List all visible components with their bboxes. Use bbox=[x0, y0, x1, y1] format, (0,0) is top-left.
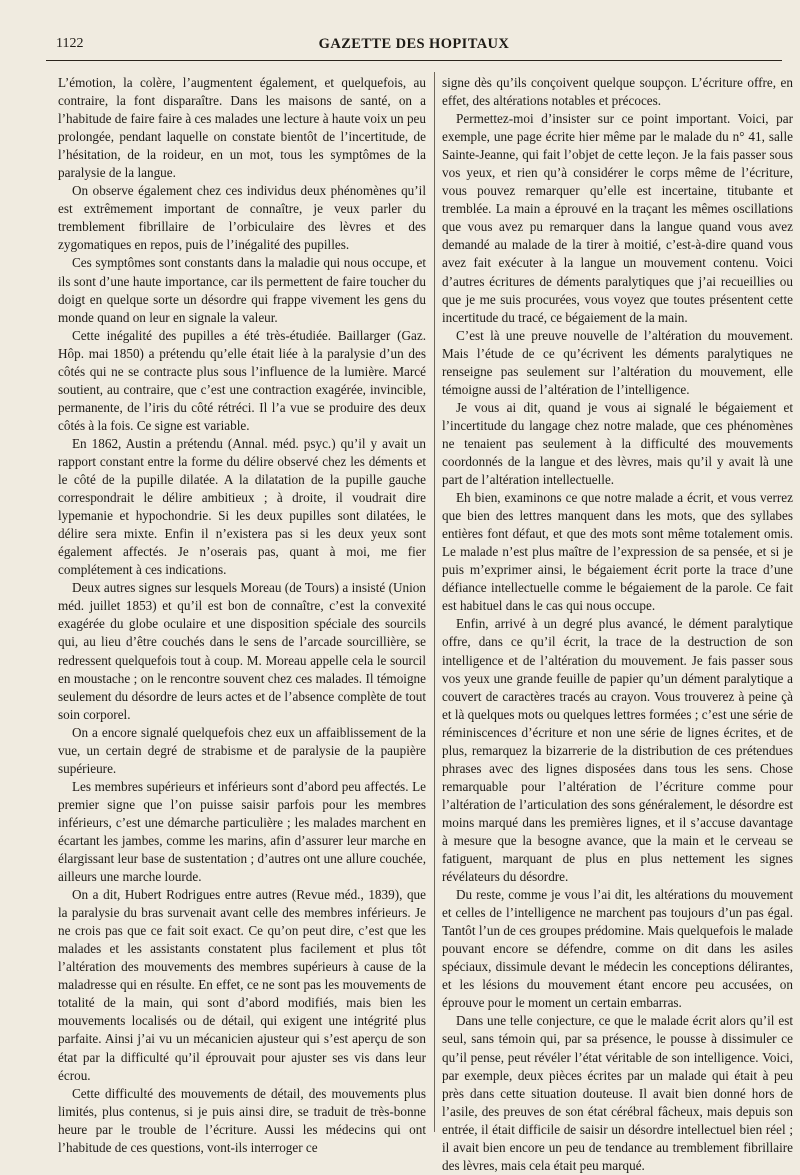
paragraph: Ces symptômes sont constants dans la maladie qui nous occupe, et ils sont d’une haute importance, car ils permettent de faire toucher du doigt en quelque sorte un désordre qui frappe vivement les gens du monde quand on leur en signale la valeur. bbox=[58, 255, 426, 325]
paragraph: C’est là une preuve nouvelle de l’altération du mouvement. Mais l’étude de ce qu’écrivent les déments paralytiques ne renseigne pas seulement sur l’altération du mouvement, elle témoigne aussi de l’altération de l’intelligence. bbox=[442, 327, 793, 397]
paragraph: Eh bien, examinons ce que notre malade a écrit, et vous verrez que bien des lettres manquent dans les mots, que des syllabes entières font défaut, et que des mots sont même totalement omis. Le malade n’est plus maître de l’expression de sa pensée, et si je puis m’exprimer ainsi, le bégaiement écrit porte la trace d’une défiance intellectuelle comme le bégaiement de la parole. Ce fait est habituel dans le cas qui nous occupe. bbox=[442, 490, 793, 614]
journal-title: GAZETTE DES HOPITAUX bbox=[318, 36, 510, 52]
paragraph: Cette inégalité des pupilles a été très-étudiée. Baillarger (Gaz. Hôp. mai 1850) a prétendu qu’elle était liée à la paralysie d’un des côtés qui ne se contracte plus sous l’influence de la lumière. Marcé soutient, au contraire, que c’est une contraction exagérée, invincible, permanente, de l’iris du côté rétréci. Il l’a vue se produire des deux côtés à la fois. Ce signe est variable. bbox=[58, 327, 426, 433]
paragraph: Les membres supérieurs et inférieurs sont d’abord peu affectés. Le premier signe que l’on puisse saisir parfois pour les membres inférieurs, c’est une démarche particulière ; les malades marchent en écartant les jambes, comme les marins, afin d’assurer leur marche en élargissant leur base de sustentation ; d’autres ont une allure couchée, ailleurs une marche lourde. bbox=[58, 778, 426, 885]
paragraph: Enfin, arrivé à un degré plus avancé, le dément paralytique offre, dans ce qu’il écrit, la trace de la destruction de son intelligence et de l’altération du mouvement. Je fais passer sous vos yeux une grande feuille de papier qu’un dément paralytique a couvert de caractères tracés au crayon. Vous trouverez à peine çà et là quelques mots ou quelques lettres formées ; c’est une série de réminiscences d’écriture et non une série de lignes écrites, et de plus, remarquez la bizarrerie de la distribution de ces prétendues phrases avec des lignes disposées dans tous les sens. Chose remarquable pour l’altération de l’écriture comme pour l’altération de l’articulation des sons généralement, le désordre est moins marqué dans les premières lignes, et il s’accuse davantage à mesure que la besogne avance, que la main et le cerveau se fatiguent, marquant de plus en plus nettement les signes révélateurs du désordre. bbox=[442, 616, 793, 885]
paragraph: Je vous ai dit, quand je vous ai signalé le bégaiement et l’incertitude du langage chez notre malade, que ces phénomènes ne tenaient pas seulement à la difficulté des mouvements coordonnés de la langue et des lèvres, mais qu’il y avait là une part de l’altération intellectuelle. bbox=[442, 399, 793, 488]
paragraph: On a encore signalé quelquefois chez eux un affaiblissement de la vue, un certain degré de strabisme et de paralysie de la paupière supérieure. bbox=[58, 724, 426, 776]
paragraph: Deux autres signes sur lesquels Moreau (de Tours) a insisté (Union méd. juillet 1853) et qu’il est bon de connaître, c’est la convexité exagérée du globe oculaire et une disposition spéciale des sourcils qui, au lieu d’être couchés dans le sens de l’arcade sourcillière, se redressent quelquefois tout à coup. M. Moreau appelle cela le sourcil en moustache ; on le rencontre souvent chez ces malades. Il témoigne seulement du désordre de leurs actes et de l’absence complète de tout soin corporel. bbox=[58, 580, 426, 722]
paragraph: On observe également chez ces individus deux phénomènes qu’il est extrêmement important de connaître, je veux parler du tremblement fibrillaire de l’orbiculaire des lèvres et des zygomatiques en repos, puis de l’inégalité des pupilles. bbox=[58, 183, 426, 253]
paragraph: Du reste, comme je vous l’ai dit, les altérations du mouvement et celles de l’intelligence ne marchent pas toujours d’un pas égal. Tantôt l’un de ces groupes prédomine. Mais quelquefois le malade pouvant encore se défendre, comme on dit dans les asiles spéciaux, dissimule devant le médecin les conceptions délirantes, et les lésions du mouvement étant encore peu accusées, on éprouve pour le moment un certain embarras. bbox=[442, 887, 793, 1011]
paragraph: En 1862, Austin a prétendu (Annal. méd. psyc.) qu’il y avait un rapport constant entre la forme du délire observé chez les déments et le côté de la pupille dilatée. A la dilatation de la pupille gauche correspondrait le délire ambitieux ; à droite, il voudrait dire lypemanie et hypochondrie. Si les deux pupilles sont dilatées, le délire sera mixte. Enfin il n’existera pas si les deux yeux sont également affectés. Je n’oserais pas, quant à moi, me fier complétement à ces indications. bbox=[58, 435, 426, 578]
paragraph: On a dit, Hubert Rodrigues entre autres (Revue méd., 1839), que la paralysie du bras survenait avant celle des membres inférieurs. Je ne crois pas que ce fait soit exact. Ce qu’on peut dire, c’est que les malades et les assistants constatent plus facilement et plus tôt l’altération des mouvements des membres supérieurs à cause de la maladresse qui en résulte. En effet, ce ne sont pas les mouvements de totalité de la main, qui sont d’abord modifiés, mais bien les mouvements localisés ou de détail, qui exigent une intégrité plus parfaite. Ainsi j’ai vu un mécanicien ajusteur qui s’est aperçu de son état par la difficulté qu’il éprouvait pour ajuster ses vis dans leur écrou. bbox=[58, 887, 426, 1083]
paragraph: Cette difficulté des mouvements de détail, des mouvements plus limités, plus contenus, si je puis ainsi dire, se traduit de très-bonne heure par le trouble de l’écriture. Aussi les médecins qui ont l’habitude de ces questions, vont-ils interroger ce bbox=[58, 1085, 426, 1155]
paragraph: L’émotion, la colère, l’augmentent également, et quelquefois, au contraire, la font disparaître. Dans les maisons de santé, on a l’habitude de faire faire à ces malades une lecture à haute voix un peu prolongée, pendant laquelle on constate bientôt de l’incertitude, de l’hésitation, de la roideur, en un mot, tous les symptômes de la paralysie de la langue. bbox=[58, 75, 426, 181]
left-column bbox=[58, 74, 426, 1157]
page-number: 1122 bbox=[56, 36, 84, 51]
column-divider bbox=[434, 72, 435, 1132]
paragraph: Dans une telle conjecture, ce que le malade écrit alors qu’il est seul, sans témoin qui, par sa présence, le pousse à dissimuler ce qu’il pense, peut révéler l’état véritable de son intelligence. Voici, par exemple, deux pièces écrites par un malade qui était à peu près dans cette situation douteuse. Il avait bien donné hors de l’asile, des preuves de son état cérébral fâcheux, mais depuis son entrée, il était difficile de saisir un désordre intellectuel bien réel ; il avait bien encore un peu de tendance au tremblement fibrillaire des lèvres, mais cela était peu marqué. bbox=[442, 1013, 793, 1173]
paragraph: signe dès qu’ils conçoivent quelque soupçon. L’écriture offre, en effet, des altérations notables et précoces. bbox=[442, 75, 793, 109]
header-rule bbox=[46, 60, 782, 61]
page-header bbox=[46, 34, 782, 64]
right-column bbox=[442, 74, 793, 1175]
paragraph: Permettez-moi d’insister sur ce point important. Voici, par exemple, une page écrite hier même par le malade du n° 41, salle Sainte-Jeanne, qui fait l’objet de cette leçon. Je la fais passer sous vos yeux, et rien qu’à considérer le corps même de l’écriture, vous pouvez remarquer qu’elle est incertaine, titubante et tremblée. La main a éprouvé en la traçant les mêmes oscillations que vous avez pu remarquer dans la langue quand vous avez demandé au malade de la tirer à moitié, c’est-à-dire quand vous avez fait exécuter à la langue un mouvement contenu. Voici d’autres écritures de déments paralytiques que j’ai recueillies ou que je me suis procurées, vous voyez que toutes présentent cette incertitude du tracé, ce bégaiement de la main. bbox=[442, 111, 793, 325]
